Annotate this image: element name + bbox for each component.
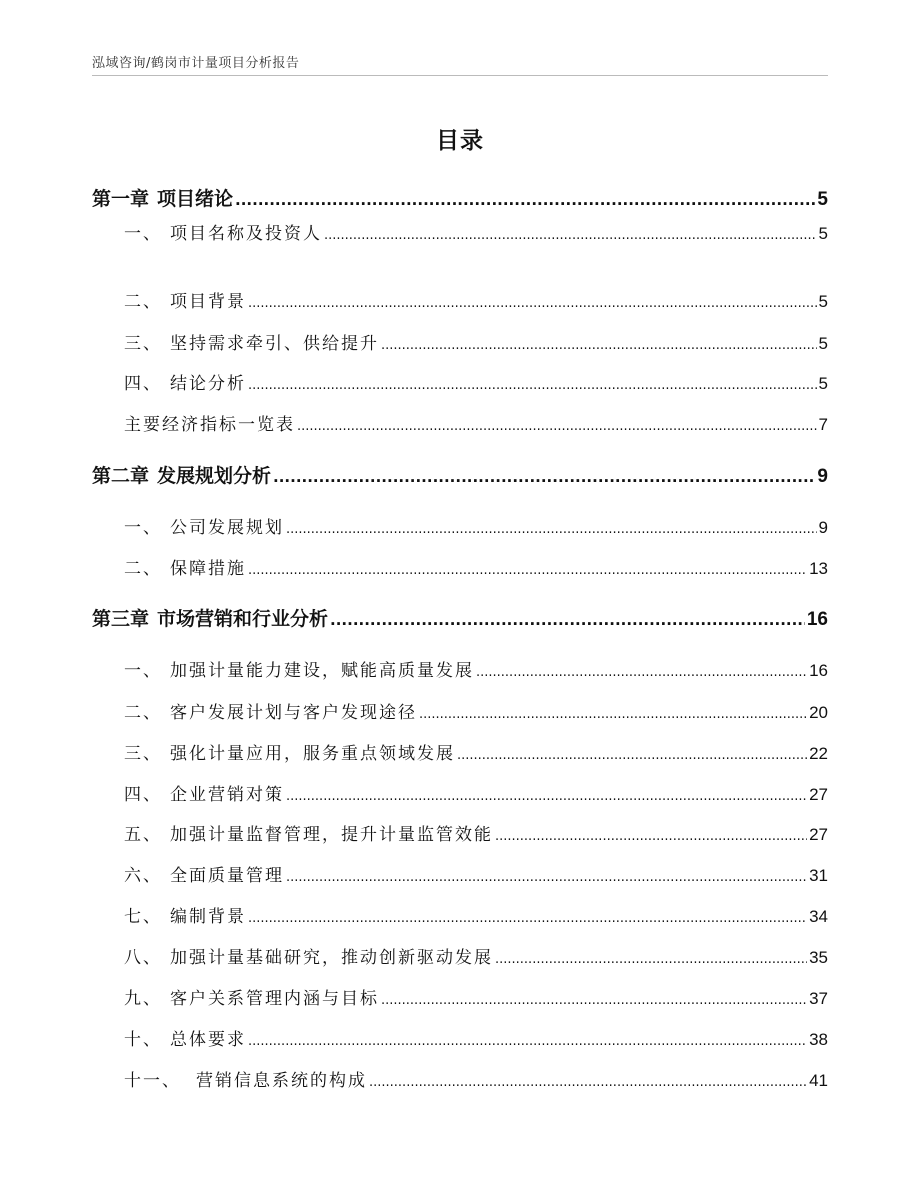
toc-entry-page: 34	[809, 907, 828, 926]
toc-section-3-8[interactable]	[124, 943, 828, 968]
toc-entry-title: 主要经济指标一览表	[124, 415, 295, 435]
toc-entry-number: 十、	[124, 1030, 162, 1050]
toc-entry-page: 5	[818, 224, 828, 243]
toc-section-1-1[interactable]	[124, 219, 828, 244]
toc-leader-dots	[286, 870, 807, 885]
toc-section-3-10[interactable]	[124, 1025, 828, 1050]
toc-chapter-2[interactable]	[92, 461, 828, 488]
toc-entry-number: 第一章	[92, 188, 150, 210]
toc-leader-dots	[273, 468, 815, 486]
toc-entry-page: 7	[818, 415, 828, 434]
toc-leader-dots	[235, 191, 815, 209]
toc-section-3-3[interactable]	[124, 739, 828, 764]
toc-entry-number: 四、	[124, 374, 162, 394]
toc-leader-dots	[369, 1075, 807, 1090]
toc-leader-dots	[248, 563, 807, 578]
toc-entry-number: 二、	[124, 292, 162, 312]
toc-leader-dots	[476, 665, 807, 680]
toc-entry-page: 9	[818, 518, 828, 537]
toc-entry-title: 发展规划分析	[157, 465, 272, 487]
toc-leader-dots	[286, 789, 807, 804]
toc-entry-title: 客户关系管理内涵与目标	[170, 989, 379, 1009]
toc-entry-number: 九、	[124, 989, 162, 1009]
toc-entry-page: 37	[809, 989, 828, 1008]
toc-entry-number: 七、	[124, 907, 162, 927]
toc-section-3-5[interactable]	[124, 820, 828, 845]
toc-entry-title: 结论分析	[170, 374, 246, 394]
toc-entry-page: 5	[818, 292, 828, 311]
toc-section-1-4[interactable]	[124, 369, 828, 394]
toc-entry-page: 27	[809, 825, 828, 844]
toc-entry-title: 企业营销对策	[170, 785, 284, 805]
toc-chapter-3[interactable]	[92, 604, 828, 631]
toc-entry-page: 9	[817, 466, 828, 487]
toc-entry-number: 二、	[124, 559, 162, 579]
toc-entry-number: 一、	[124, 661, 162, 681]
toc-entry-page: 13	[809, 559, 828, 578]
toc-entry-title: 公司发展规划	[170, 518, 284, 538]
toc-section-3-7[interactable]	[124, 902, 828, 927]
toc-entry-title: 项目背景	[170, 292, 246, 312]
toc-entry-title: 强化计量应用，服务重点领域发展	[170, 744, 455, 764]
toc-entry-number: 三、	[124, 744, 162, 764]
toc-title: 目录	[436, 128, 484, 154]
toc-entry-page: 16	[806, 609, 828, 630]
toc-section-3-11[interactable]	[124, 1066, 828, 1091]
toc-leader-dots	[248, 1034, 807, 1049]
toc-entry-title: 保障措施	[170, 559, 246, 579]
toc-section-3-9[interactable]	[124, 984, 828, 1009]
toc-leader-dots	[324, 228, 817, 243]
toc-entry-title: 营销信息系统的构成	[196, 1071, 367, 1091]
toc-entry-number: 四、	[124, 785, 162, 805]
toc-entry-page: 35	[809, 948, 828, 967]
toc-section-1-3[interactable]	[124, 329, 828, 354]
toc-chapter-1[interactable]	[92, 184, 828, 211]
toc-entry-number: 一、	[124, 224, 162, 244]
toc-entry-page: 27	[809, 785, 828, 804]
toc-entry-title: 总体要求	[170, 1030, 246, 1050]
toc-entry-page: 38	[809, 1030, 828, 1049]
toc-section-3-2[interactable]	[124, 698, 828, 723]
toc-section-3-6[interactable]	[124, 861, 828, 886]
toc-entry-title: 客户发展计划与客户发现途径	[170, 703, 417, 723]
toc-entry-title: 项目绪论	[157, 188, 234, 210]
toc-leader-dots	[419, 707, 807, 722]
toc-leader-dots	[297, 419, 817, 434]
toc-entry-page: 5	[818, 334, 828, 353]
toc-leader-dots	[248, 296, 817, 311]
toc-entry-number: 八、	[124, 948, 162, 968]
toc-entry-title: 加强计量监督管理，提升计量监管效能	[170, 825, 493, 845]
toc-entry-page: 5	[817, 189, 828, 210]
toc-leader-dots	[495, 829, 807, 844]
toc-leader-dots	[248, 911, 807, 926]
toc-entry-title: 项目名称及投资人	[170, 224, 322, 244]
toc-leader-dots	[286, 522, 817, 537]
toc-entry-title: 全面质量管理	[170, 866, 284, 886]
toc-entry-title: 加强计量能力建设，赋能高质量发展	[170, 661, 474, 681]
toc-entry-number: 三、	[124, 334, 162, 354]
toc-section-2-1[interactable]	[124, 513, 828, 538]
toc-entry-number: 六、	[124, 866, 162, 886]
toc-entry-title: 加强计量基础研究，推动创新驱动发展	[170, 948, 493, 968]
toc-entry-number: 第三章	[92, 608, 150, 630]
toc-entry-number: 十一、	[124, 1071, 181, 1091]
toc-section-1-5[interactable]	[124, 410, 828, 435]
toc-section-2-2[interactable]	[124, 554, 828, 579]
toc-entry-page: 22	[809, 744, 828, 763]
toc-entry-number: 第二章	[92, 465, 150, 487]
toc-section-1-2[interactable]	[124, 287, 828, 312]
running-header: 泓域咨询/鹤岗市计量项目分析报告	[92, 56, 300, 71]
toc-entry-page: 16	[809, 661, 828, 680]
toc-leader-dots	[381, 338, 817, 353]
toc-section-3-4[interactable]	[124, 780, 828, 805]
toc-leader-dots	[495, 952, 807, 967]
toc-entry-page: 41	[809, 1071, 828, 1090]
toc-entry-page: 5	[818, 374, 828, 393]
toc-leader-dots	[330, 611, 805, 629]
toc-entry-number: 一、	[124, 518, 162, 538]
toc-leader-dots	[457, 748, 807, 763]
toc-entry-title: 编制背景	[170, 907, 246, 927]
toc-entry-number: 二、	[124, 703, 162, 723]
toc-leader-dots	[248, 378, 817, 393]
toc-entry-number: 五、	[124, 825, 162, 845]
toc-entry-title: 市场营销和行业分析	[157, 608, 329, 630]
toc-entry-page: 31	[809, 866, 828, 885]
toc-section-3-1[interactable]	[124, 656, 828, 681]
toc-leader-dots	[381, 993, 807, 1008]
toc-entry-page: 20	[809, 703, 828, 722]
toc-entry-title: 坚持需求牵引、供给提升	[170, 334, 379, 354]
